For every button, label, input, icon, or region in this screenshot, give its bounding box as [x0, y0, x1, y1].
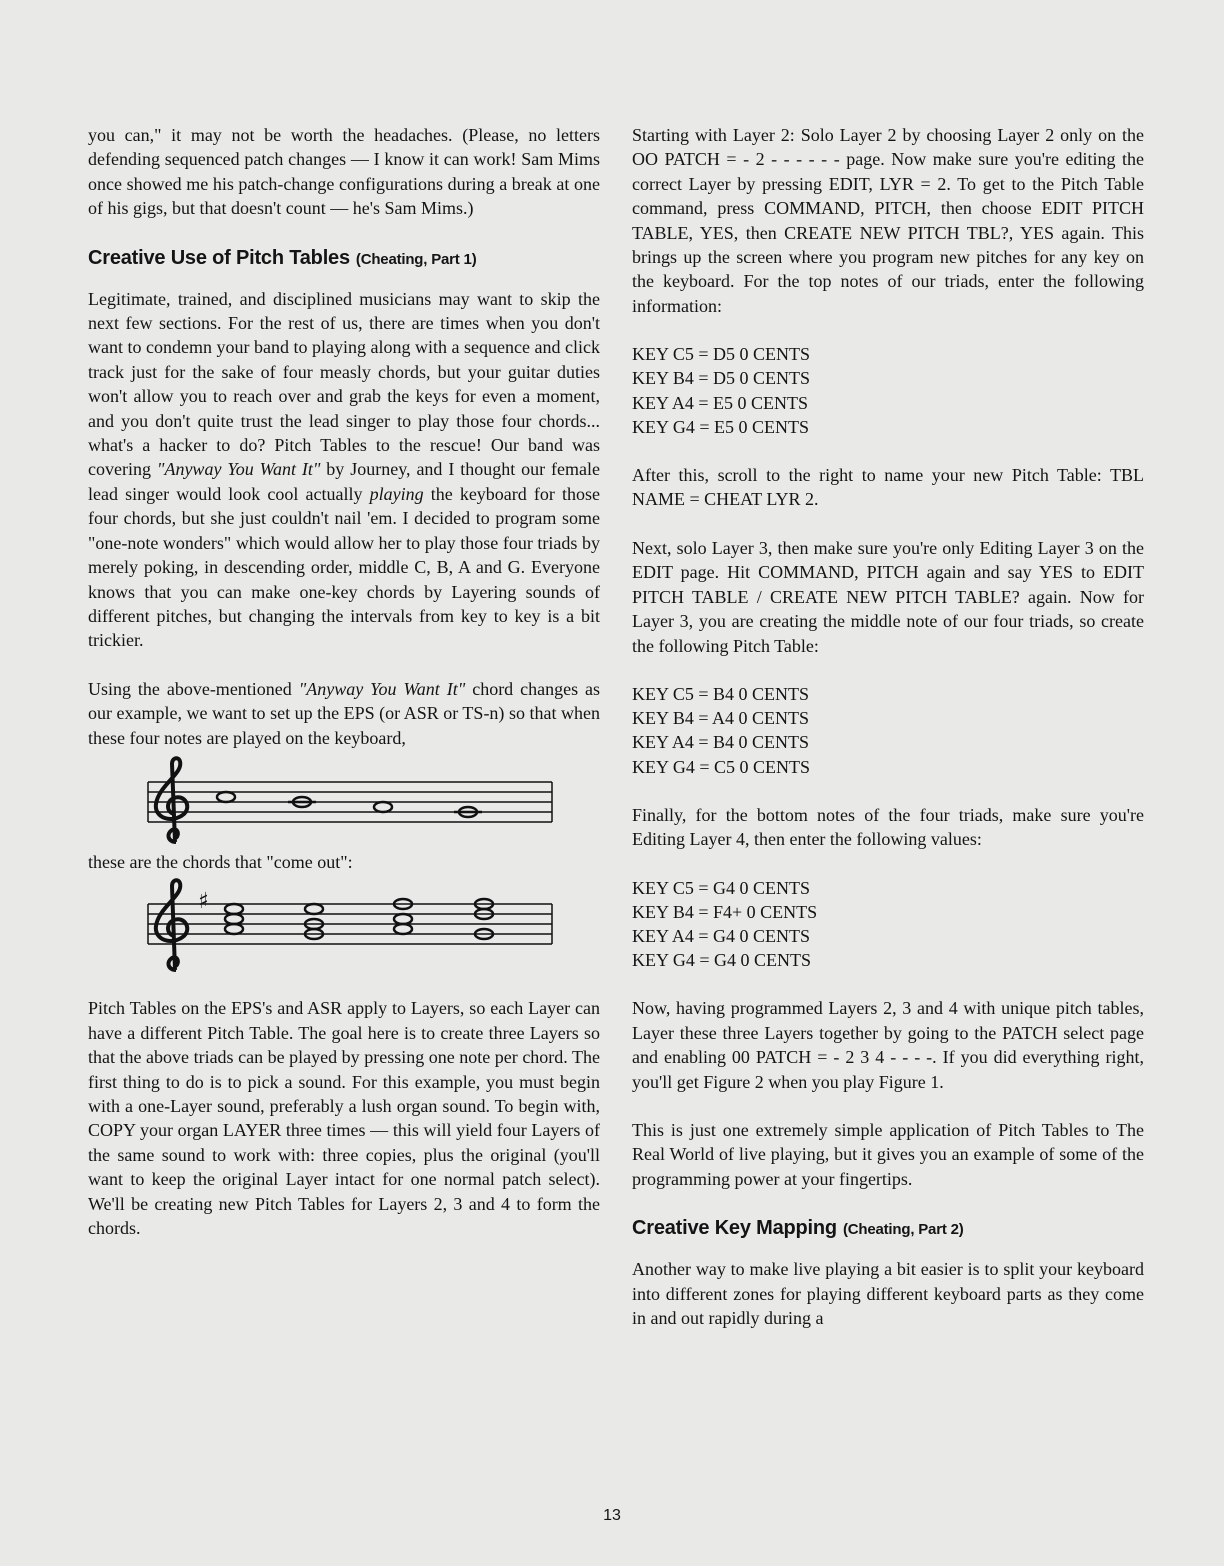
text-run: Using the above-mentioned	[88, 678, 299, 699]
section-heading-pitch-tables	[88, 245, 600, 273]
page-number: 13	[603, 1507, 621, 1524]
pitch-tables-paragraph-3: Pitch Tables on the EPS's and ASR apply to Layers, so each Layer can have a different Pitch Table. The goal here is to create three Layers so that the above triads can be played by pressing one note per chord. The first thing to do is to pick a sound. For this example, you must begin with a one-Layer sound, preferably a lush organ sound. To begin with, COPY your organ LAYER three times — this will yield four Layers of the same sound to work with: three copies, plus the original (you'll want to keep the original Layer intact for one normal patch select). We'll be creating new Pitch Tables for Layers 2, 3 and 4 to form the chords.	[88, 998, 600, 1238]
text-run: the keyboard for those four chords, but she just couldn't nail 'em. I decided to program some "one-note wonders" which would allow her to play those four triads by merely poking, in descending order, middle C, B, A and G. Everyone knows that you can make one-key chords by Layering sounds of different pitches, but changing the intervals from key to key is a bit trickier.	[88, 483, 600, 651]
layer-4-paragraph: Finally, for the bottom notes of the four triads, make sure you're Editing Layer 4, then enter the following values:	[632, 804, 1144, 850]
heading-subtitle: (Cheating, Part 2)	[842, 1221, 964, 1239]
key-entry: KEY B4 = D5 0 CENTS	[632, 368, 810, 389]
key-entry: KEY A4 = G4 0 CENTS	[632, 925, 810, 946]
song-title: "Anyway You Want It"	[156, 459, 321, 480]
chord-1	[225, 904, 243, 934]
key-entry: KEY A4 = E5 0 CENTS	[632, 392, 808, 413]
note-a4	[374, 802, 392, 812]
treble-clef-icon	[156, 881, 187, 971]
note-c5	[217, 792, 235, 802]
heading-title: Creative Key Mapping	[632, 1217, 837, 1240]
chords-caption: these are the chords that "come out":	[88, 851, 353, 872]
right-column	[632, 123, 1144, 1330]
table-name-paragraph: After this, scroll to the right to name your new Pitch Table: TBL NAME = CHEAT LYR 2.	[632, 465, 1144, 510]
key-entry: KEY C5 = D5 0 CENTS	[632, 344, 810, 365]
key-entry: KEY G4 = G4 0 CENTS	[632, 950, 811, 971]
pitch-table-layer-4	[632, 876, 1144, 973]
left-column	[88, 123, 600, 1240]
pitch-tables-paragraph-1	[88, 287, 600, 653]
key-mapping-paragraph: Another way to make live playing a bit easier is to split your keyboard into different zones for playing different keyboard parts as they come in and out rapidly during a	[632, 1259, 1144, 1328]
key-entry: KEY C5 = B4 0 CENTS	[632, 683, 809, 704]
layer-3-paragraph: Next, solo Layer 3, then make sure you're only Editing Layer 3 on the EDIT page. Hit COMMAND, PITCH again and say YES to EDIT PITCH TABLE / CREATE NEW PITCH TABLE? again. Now for Layer 3, you are creating the middle note of our four triads, so create the following Pitch Table:	[632, 537, 1144, 656]
pitch-tables-paragraph-2	[88, 677, 600, 750]
text-run: Legitimate, trained, and disciplined musicians may want to skip the next few sections. For the rest of us, there are times when you don't want to condemn your band to playing along with a sequence and click track just for the sake of four measly chords, but your guitar duties won't allow you to reach over and grab the keys for even a moment, and you don't quite trust the lead singer to play those four chords... what's a hacker to do? Pitch Tables to the rescue! Our band was covering	[88, 288, 600, 480]
key-entry: KEY G4 = C5 0 CENTS	[632, 756, 810, 777]
pitch-table-layer-3	[632, 682, 1144, 779]
layering-paragraph: Now, having programmed Layers 2, 3 and 4 with unique pitch tables, Layer these three Layers together by going to the PATCH select page and enabling 00 PATCH = - 2 3 4 - - - -. If you did everything right, you'll get Figure 2 when you play Figure 1.	[632, 998, 1144, 1092]
chord-4	[475, 899, 493, 939]
layer-2-paragraph: Starting with Layer 2: Solo Layer 2 by choosing Layer 2 only on the OO PATCH = - 2 - - - - - - page. Now make sure you're editing the correct Layer by pressing EDIT, LYR = 2. To get to the Pitch Table command, press COMMAND, PITCH, then choose EDIT PITCH TABLE, YES, then CREATE NEW PITCH TBL?, YES again. This brings up the screen where you program new pitches for any key on the keyboard. For the top notes of our triads, enter the following information:	[632, 125, 1144, 316]
heading-subtitle: (Cheating, Part 1)	[355, 250, 477, 268]
text-run: chord changes as our example, we want to set up the EPS (or ASR or TS-n) so that when these four notes are played on the keyboard,	[88, 678, 600, 748]
intro-paragraph: you can," it may not be worth the headaches. (Please, no letters defending sequenced patch changes — I know it can work! Sam Mims once showed me his patch-change configurations during a break at one of his gigs, but that doesn't count — he's Sam Mims.)	[88, 125, 600, 219]
heading-title: Creative Use of Pitch Tables	[88, 246, 350, 269]
summary-paragraph: This is just one extremely simple application of Pitch Tables to The Real World of live playing, but it gives you an example of some of the programming power at your fingertips.	[632, 1119, 1144, 1189]
section-heading-key-mapping	[632, 1215, 1144, 1243]
text-run: by Journey, and I thought our female lead singer would look cool actually	[88, 459, 601, 504]
pitch-table-layer-2	[632, 342, 1144, 439]
treble-clef-icon	[156, 758, 187, 842]
figure-2-staff	[88, 874, 600, 982]
key-entry: KEY A4 = B4 0 CENTS	[632, 732, 809, 753]
key-entry: KEY C5 = G4 0 CENTS	[632, 877, 810, 898]
figure-1-staff	[88, 750, 600, 850]
sharp-icon: ♯	[198, 889, 209, 915]
key-entry: KEY B4 = A4 0 CENTS	[632, 708, 809, 729]
emphasis: playing	[369, 483, 424, 504]
key-entry: KEY B4 = F4+ 0 CENTS	[632, 901, 818, 922]
key-entry: KEY G4 = E5 0 CENTS	[632, 416, 809, 437]
song-title: "Anyway You Want It"	[298, 678, 466, 699]
